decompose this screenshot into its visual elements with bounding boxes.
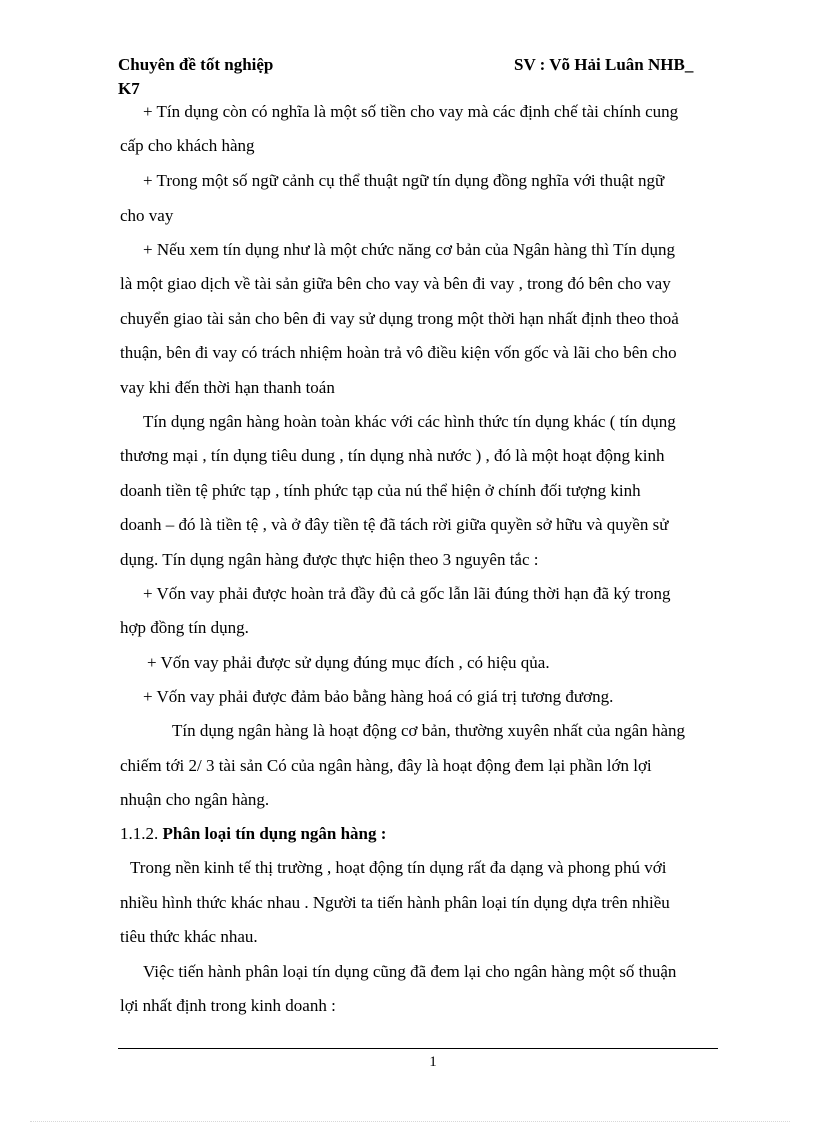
paragraph-line: cho vay (120, 206, 174, 225)
paragraph-line: + Tín dụng còn có nghĩa là một số tiền cho vay mà các định chế tài chính cung (143, 102, 679, 121)
footer-divider (118, 1048, 718, 1049)
header-left-title: Chuyên đề tốt nghiệp (118, 55, 274, 74)
paragraph-line: chiếm tới 2/ 3 tài sản Có của ngân hàng, đây là hoạt động đem lại phần lớn lợi (120, 756, 652, 775)
paragraph-line: lợi nhất định trong kinh doanh : (120, 996, 336, 1015)
page-number: 1 (429, 1054, 437, 1070)
paragraph-line: doanh – đó là tiền tệ , và ở đây tiền tệ đã tách rời giữa quyền sở hữu và quyền sử (120, 515, 669, 534)
paragraph-line: + Vốn vay phải được sử dụng đúng mục đích , có hiệu qủa. (147, 653, 550, 672)
paragraph-line: nhuận cho ngân hàng. (120, 790, 270, 809)
paragraph-line: Trong nền kinh tế thị trường , hoạt động tín dụng rất đa dạng và phong phú với (130, 858, 667, 877)
paragraph-line: chuyển giao tài sản cho bên đi vay sử dụng trong một thời hạn nhất định theo thoả (120, 309, 679, 328)
paragraph-line: cấp cho khách hàng (120, 136, 255, 155)
section-number: 1.1.2. (120, 824, 159, 843)
paragraph-line: thương mại , tín dụng tiêu dung , tín dụng nhà nước ) , đó là một hoạt động kinh (120, 446, 665, 465)
paragraph-line: doanh tiền tệ phức tạp , tính phức tạp của nú thể hiện ở chính đối tượng kinh (120, 481, 641, 500)
section-title: Phân loại tín dụng ngân hàng : (162, 824, 387, 843)
paragraph-line: dụng. Tín dụng ngân hàng được thực hiện theo 3 nguyên tắc : (120, 550, 539, 569)
paragraph-line: + Vốn vay phải được đảm bảo bằng hàng hoá có giá trị tương đương. (143, 687, 614, 706)
paragraph-line: Tín dụng ngân hàng là hoạt động cơ bản, thường xuyên nhất của ngân hàng (172, 721, 685, 740)
paragraph-line: thuận, bên đi vay có trách nhiệm hoàn trả vô điều kiện vốn gốc và lãi cho bên cho (120, 343, 677, 362)
paragraph-line: + Vốn vay phải được hoàn trả đầy đủ cả gốc lẫn lãi đúng thời hạn đã ký trong (143, 584, 671, 603)
paragraph-line: + Trong một số ngữ cảnh cụ thể thuật ngữ tín dụng đồng nghĩa với thuật ngữ (143, 171, 665, 190)
paragraph-line: tiêu thức khác nhau. (120, 927, 258, 946)
paragraph-line: + Nếu xem tín dụng như là một chức năng cơ bản của Ngân hàng thì Tín dụng (143, 240, 675, 259)
paragraph-line: vay khi đến thời hạn thanh toán (120, 378, 335, 397)
page-edge-divider (30, 1121, 790, 1122)
header-class-code: K7 (118, 79, 140, 98)
paragraph-line: là một giao dịch về tài sản giữa bên cho vay và bên đi vay , trong đó bên cho vay (120, 274, 671, 293)
header-author: SV : Võ Hải Luân NHB_ (514, 55, 694, 74)
section-heading (120, 823, 740, 845)
paragraph-line: Việc tiến hành phân loại tín dụng cũng đã đem lại cho ngân hàng một số thuận (143, 962, 677, 981)
paragraph-line: nhiều hình thức khác nhau . Người ta tiến hành phân loại tín dụng dựa trên nhiều (120, 893, 670, 912)
paragraph-line: hợp đồng tín dụng. (120, 618, 249, 637)
paragraph-line: Tín dụng ngân hàng hoàn toàn khác với các hình thức tín dụng khác ( tín dụng (143, 412, 676, 431)
